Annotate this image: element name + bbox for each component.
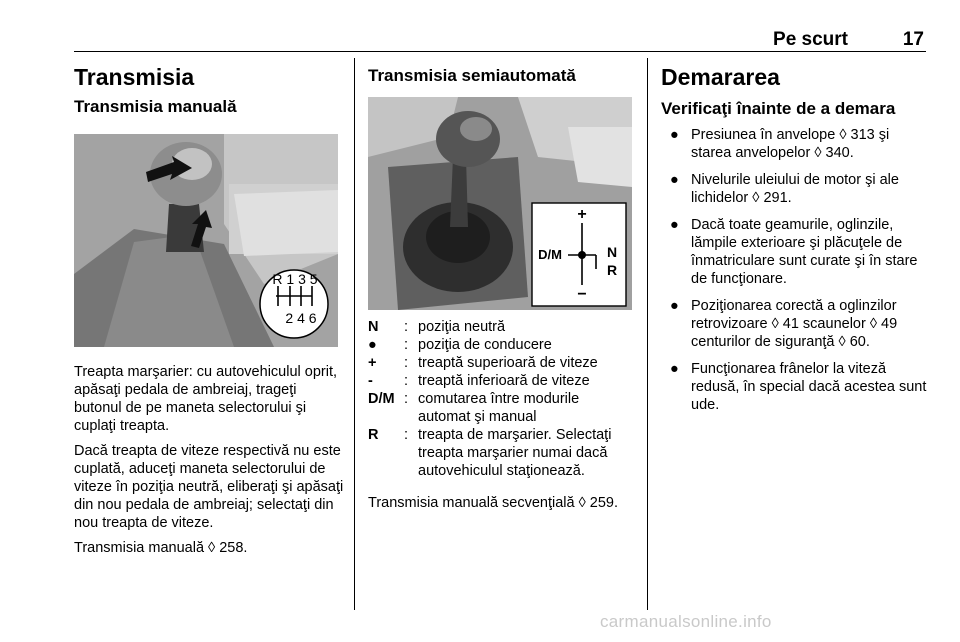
section-heading-transmission: Transmisia: [74, 64, 195, 90]
page-header: [74, 28, 926, 52]
legend-row: - : treaptă inferioară de viteze: [368, 373, 590, 389]
legend-row: D/M : comutarea între modurile automat şi manual: [368, 391, 580, 425]
legend-row: R : treapta de marşarier. Selectaţi treapta marşarier numai dacă autovehiculul staţionează.: [368, 427, 612, 479]
legend-list: [368, 318, 634, 480]
legend-row: N : poziţia neutră: [368, 319, 506, 335]
mode-dm-label: D/M: [538, 247, 562, 262]
manual-gearshift-illustration: [74, 134, 338, 347]
column-divider-2: [647, 58, 648, 610]
list-item: ● Nivelurile uleiului de motor şi ale lichidelor ◊ 291.: [670, 172, 899, 206]
column-divider-1: [354, 58, 355, 610]
subheading-checks: Verificaţi înainte de a demara: [661, 99, 896, 118]
list-item: ● Dacă toate geamurile, oglinzile, lămpile exterioare şi plăcuţele de înmatriculare sunt curate şi în stare de funcţionare.: [670, 217, 918, 287]
watermark: carmanualsonline.info: [600, 612, 772, 631]
list-item: ● Presiunea în anvelope ◊ 313 şi starea anvelopelor ◊ 340.: [670, 127, 890, 161]
paragraph-reverse-gear: Treapta marşarier: cu autovehiculul oprit, apăsaţi pedala de ambreiaj, trageţi butonul de pe maneta selectorului şi cuplaţi treapta.: [74, 364, 337, 434]
column-starting: [661, 62, 931, 423]
paragraph-gear-not-engaged: Dacă treapta de viteze respectivă nu este cuplată, aduceţi maneta selectorului de viteze în poziţia neutră, eliberaţi şi apăsaţi din nou pedala de ambreiaj; selectaţi din nou treapta de viteze.: [74, 443, 344, 531]
bullet-icon: ●: [670, 127, 679, 143]
manual-gearshift-image: [74, 134, 338, 347]
semiautomatic-lever-illustration: [368, 97, 632, 310]
subheading-semiautomatic: Transmisia semiautomată: [368, 66, 576, 85]
paragraph-manual-reference: Transmisia manuală ◊ 258.: [74, 540, 248, 556]
bullet-icon: ●: [670, 172, 679, 188]
bullet-icon: ●: [670, 361, 679, 377]
paragraph-sequential-reference: Transmisia manuală secvenţială ◊ 259.: [368, 495, 619, 511]
section-heading-starting: Demararea: [661, 64, 780, 90]
page-number: 17: [902, 29, 924, 50]
reverse-label: R: [606, 262, 618, 278]
checklist: [661, 126, 931, 414]
shift-up-label: +: [577, 206, 587, 223]
column-manual-transmission: [74, 62, 344, 557]
column-semiautomatic-transmission: [368, 62, 634, 512]
subheading-manual: Transmisia manuală: [74, 97, 237, 116]
list-item: ● Funcţionarea frânelor la viteză redusă, în special dacă acestea sunt ude.: [670, 361, 927, 413]
legend-row: + : treaptă superioară de viteze: [368, 355, 598, 371]
semiautomatic-lever-image: [368, 97, 632, 310]
list-item: ● Poziţionarea corectă a oglinzilor retrovizoare ◊ 41 scaunelor ◊ 49 centurilor de siguranţă ◊ 60.: [670, 298, 898, 350]
gear-pattern-bottom-label: 2 4 6: [285, 310, 317, 326]
bullet-icon: ●: [670, 217, 679, 233]
legend-row: ● : poziţia de conducere: [368, 337, 552, 353]
section-title: Pe scurt: [773, 29, 848, 50]
shift-down-label: −: [577, 286, 587, 303]
bullet-icon: ●: [670, 298, 679, 314]
gear-pattern-top-label: R 1 3 5: [272, 271, 318, 287]
neutral-label: N: [606, 244, 618, 260]
